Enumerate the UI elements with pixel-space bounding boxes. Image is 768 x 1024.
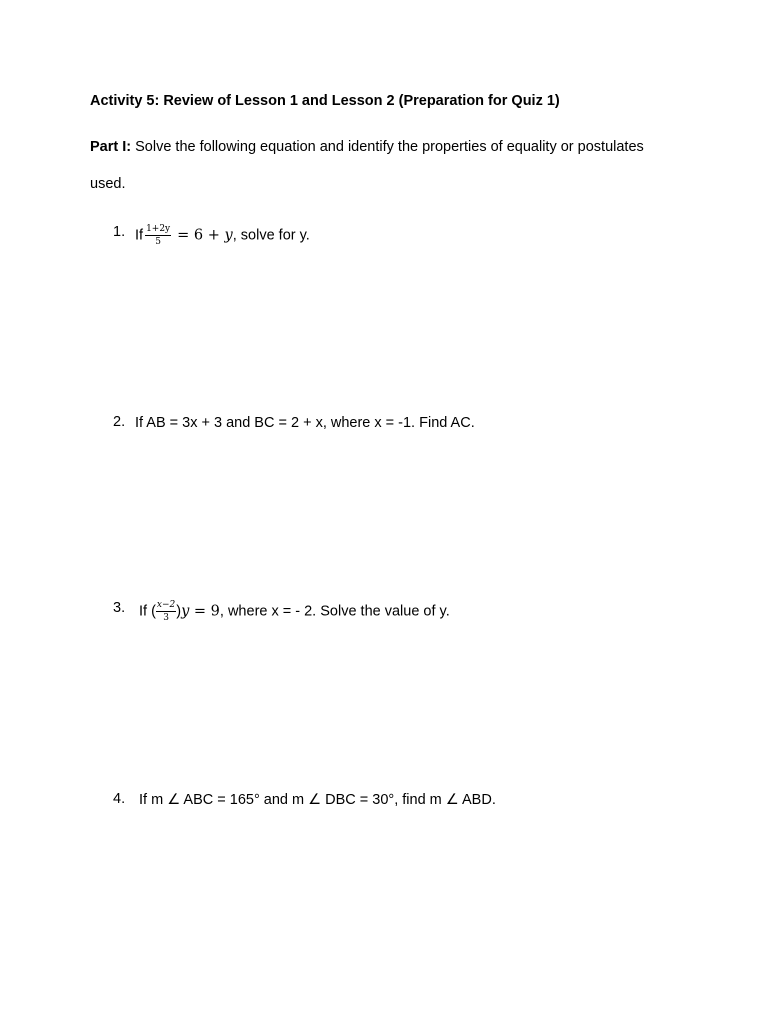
question-number: 4. (113, 791, 126, 807)
part-instruction-line2: used. (90, 176, 126, 192)
question-2-text: If AB = 3x + 3 and BC = 2 + x, where x = -1. Find AC. (135, 415, 475, 431)
part-instruction-line1 (90, 139, 644, 155)
equation-rest: = 6 + (177, 227, 225, 244)
question-1-content (135, 224, 310, 247)
equation-variable: y (181, 603, 190, 620)
fraction (145, 224, 171, 247)
question-number: 2. (113, 414, 126, 430)
activity-title: Activity 5: Review of Lesson 1 and Lesson 2 (Preparation for Quiz 1) (90, 93, 560, 109)
question-prefix: If ( (139, 603, 156, 620)
fraction (156, 600, 176, 623)
fraction-numerator: 1+2y (146, 224, 171, 234)
question-suffix: , where x = - 2. Solve the value of y. (219, 603, 450, 620)
instruction-text: Solve the following equation and identify the properties of equality or postulates (131, 139, 644, 155)
equation-rest: = 9 (189, 603, 220, 620)
fraction-denominator: 5 (155, 237, 161, 247)
question-suffix: , solve for y. (232, 227, 310, 244)
question-3-content (139, 600, 450, 623)
equation-variable: y (224, 227, 233, 244)
question-number: 1. (113, 224, 126, 240)
question-prefix: If (135, 227, 144, 244)
question-number: 3. (113, 600, 126, 616)
question-4-text: If m ∠ ABC = 165° and m ∠ DBC = 30°, find m ∠ ABD. (139, 792, 496, 808)
fraction-denominator: 3 (163, 613, 169, 623)
part-label: Part I: (90, 139, 132, 155)
fraction-numerator: x−2 (156, 600, 176, 610)
closing-paren: ) (176, 603, 182, 620)
